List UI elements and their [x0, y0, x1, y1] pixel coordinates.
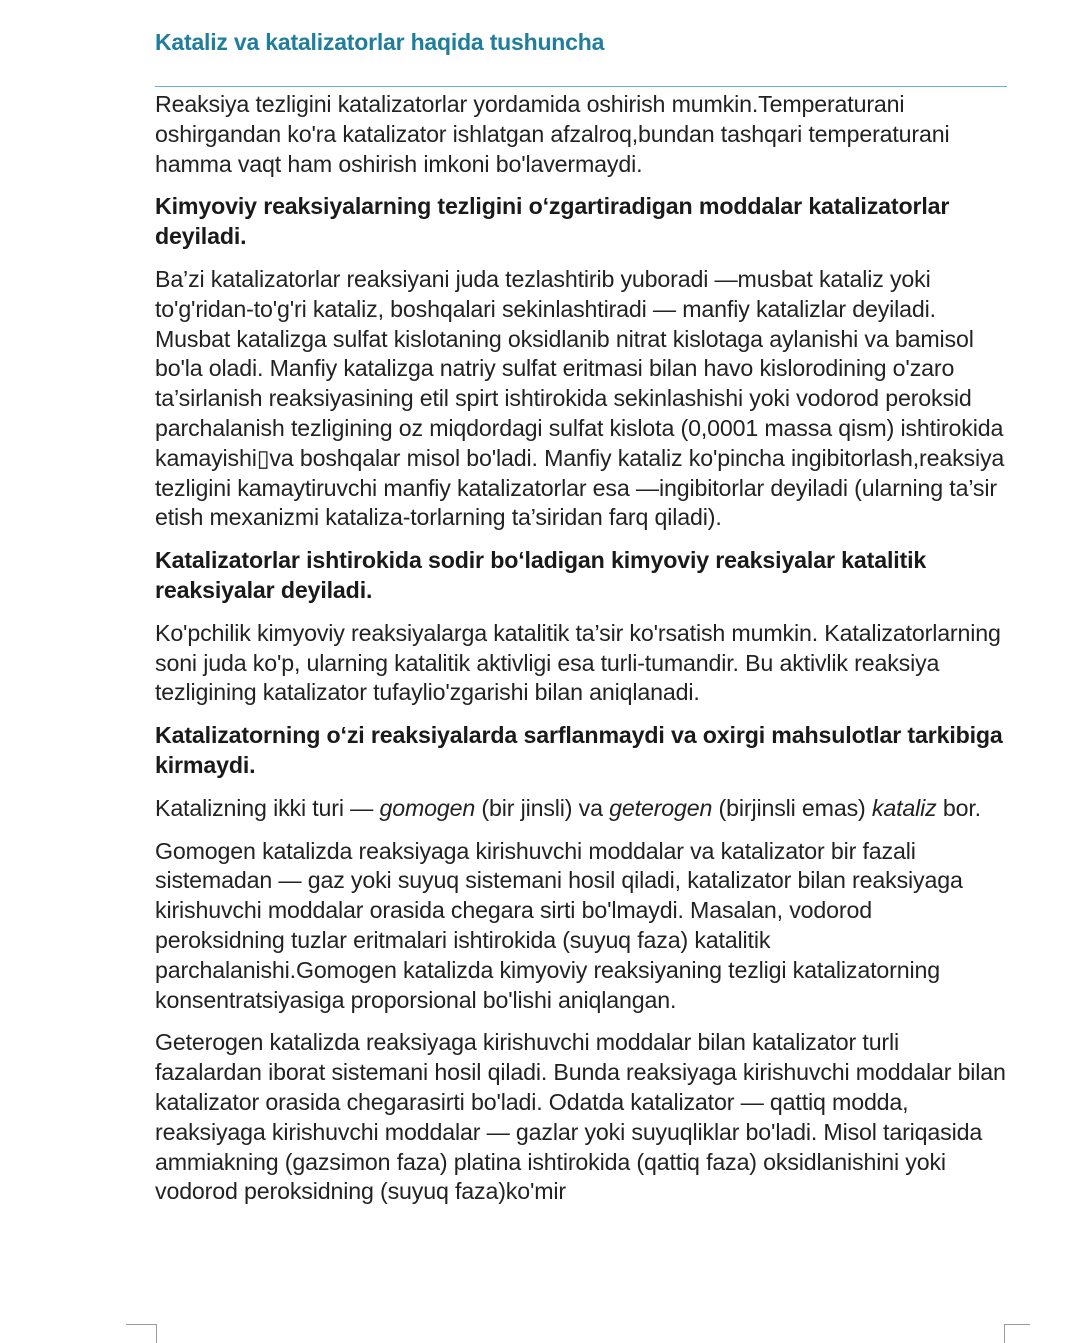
text-run: (birjinsli emas) [712, 794, 872, 821]
paragraph-heterogeneous-catalysis: Geterogen katalizda reaksiyaga kirishuvchi moddalar bilan katalizator turli fazalardan iborat sistemani hosil qiladi. Bunda reaksiyaga kirishuvchi moddalar bilan katalizator orasida chegarasirti bo'ladi. Odatda katalizator — qattiq modda, reaksiyaga kirishuvchi moddalar — gazlar yoki suyuqliklar bo'ladi. Misol tariqasida ammiakning (gazsimon faza) platina ishtirokida (qattiq faza) oksidlanishini yoki vodorod peroksidning (suyuq faza)ko'mir [155, 1029, 1006, 1205]
term-gomogen: gomogen [379, 794, 476, 821]
page-corner-mark-bottom-left [126, 1324, 157, 1343]
document-body [155, 90, 1007, 1207]
paragraph-positive-negative-catalysis: Ba’zi katalizatorlar reaksiyani juda tezlashtirib yuboradi —musbat kataliz yoki to'g'ridan-to'g'ri kataliz, boshqalari sekinlashtiradi — manfiy katalizlar deyiladi. Musbat katalizga sulfat kislotaning oksidlanib nitrat kislotaga aylanishi va bamisol bo'la oladi. Manfiy katalizga natriy sulfat eritmasi bilan havo kislorodining o'zaro ta’sirlanish reaksiyasining etil spirt ishtirokida sekinlashishi yoki vodorod peroksid parchalanish tezligining oz miqdordagi sulfat kislota (0,0001 massa qism) ishtirokida kamayishi▯va boshqalar misol bo'ladi. Manfiy kataliz ko'pincha ingibitorlash,reaksiya tezligini kamaytiruvchi manfiy katalizatorlar esa —ingibitorlar deyiladi (ularning ta’sir etish mexanizmi kataliza-torlarning ta’siridan farq qiladi). [155, 265, 1005, 531]
definition-catalysts: Kimyoviy reaksiyalarning tezligini o‘zgartiradigan moddalar katalizatorlar deyiladi. [155, 193, 950, 250]
paragraph-catalytic-activity: Ko'pchilik kimyoviy reaksiyalarga katalitik ta’sir ko'rsatish mumkin. Katalizatorlarning soni juda ko'p, ularning katalitik aktivligi esa turli-tumandir. Bu aktivlik reaksiya tezligining katalizator tufaylio'zgarishi bilan aniqlanadi. [155, 619, 1001, 706]
paragraph-catalysis-types [155, 794, 1007, 824]
definition-catalytic-reactions: Katalizatorlar ishtirokida sodir bo‘ladigan kimyoviy reaksiyalar katalitik reaksiyalar deyiladi. [155, 547, 927, 603]
text-run: Katalizning ikki turi — [155, 794, 380, 821]
term-geterogen: geterogen [609, 794, 713, 821]
page-corner-mark-bottom-right [1004, 1324, 1030, 1343]
term-kataliz: kataliz [871, 794, 937, 821]
text-run: (bir jinsli) va [475, 794, 610, 821]
definition-catalyst-not-consumed: Katalizatorning o‘zi reaksiyalarda sarflanmaydi va oxirgi mahsulotlar tarkibiga kirmaydi. [155, 722, 1003, 778]
text-run: bor. [936, 794, 981, 821]
document-page [155, 26, 1007, 1220]
document-title: Kataliz va katalizatorlar haqida tushuncha [155, 26, 1007, 87]
paragraph-homogeneous-catalysis: Gomogen katalizda reaksiyaga kirishuvchi moddalar va katalizator bir fazali sistemadan — gaz yoki suyuq sistemani hosil qiladi, katalizator bilan reaksiyaga kirishuvchi moddalar orasida chegara sirti bo'lmaydi. Masalan, vodorod peroksidning tuzlar eritmalari ishtirokida (suyuq faza) katalitik parchalanishi.Gomogen katalizda kimyoviy reaksiyaning tezligi katalizatorning konsentratsiyasiga proporsional bo'lishi aniqlangan. [155, 837, 963, 1013]
paragraph-intro: Reaksiya tezligini katalizatorlar yordamida oshirish mumkin.Temperaturani oshirgandan ko'ra katalizator ishlatgan afzalroq,bundan tashqari temperaturani hamma vaqt ham oshirish imkoni bo'lavermaydi. [155, 91, 950, 177]
